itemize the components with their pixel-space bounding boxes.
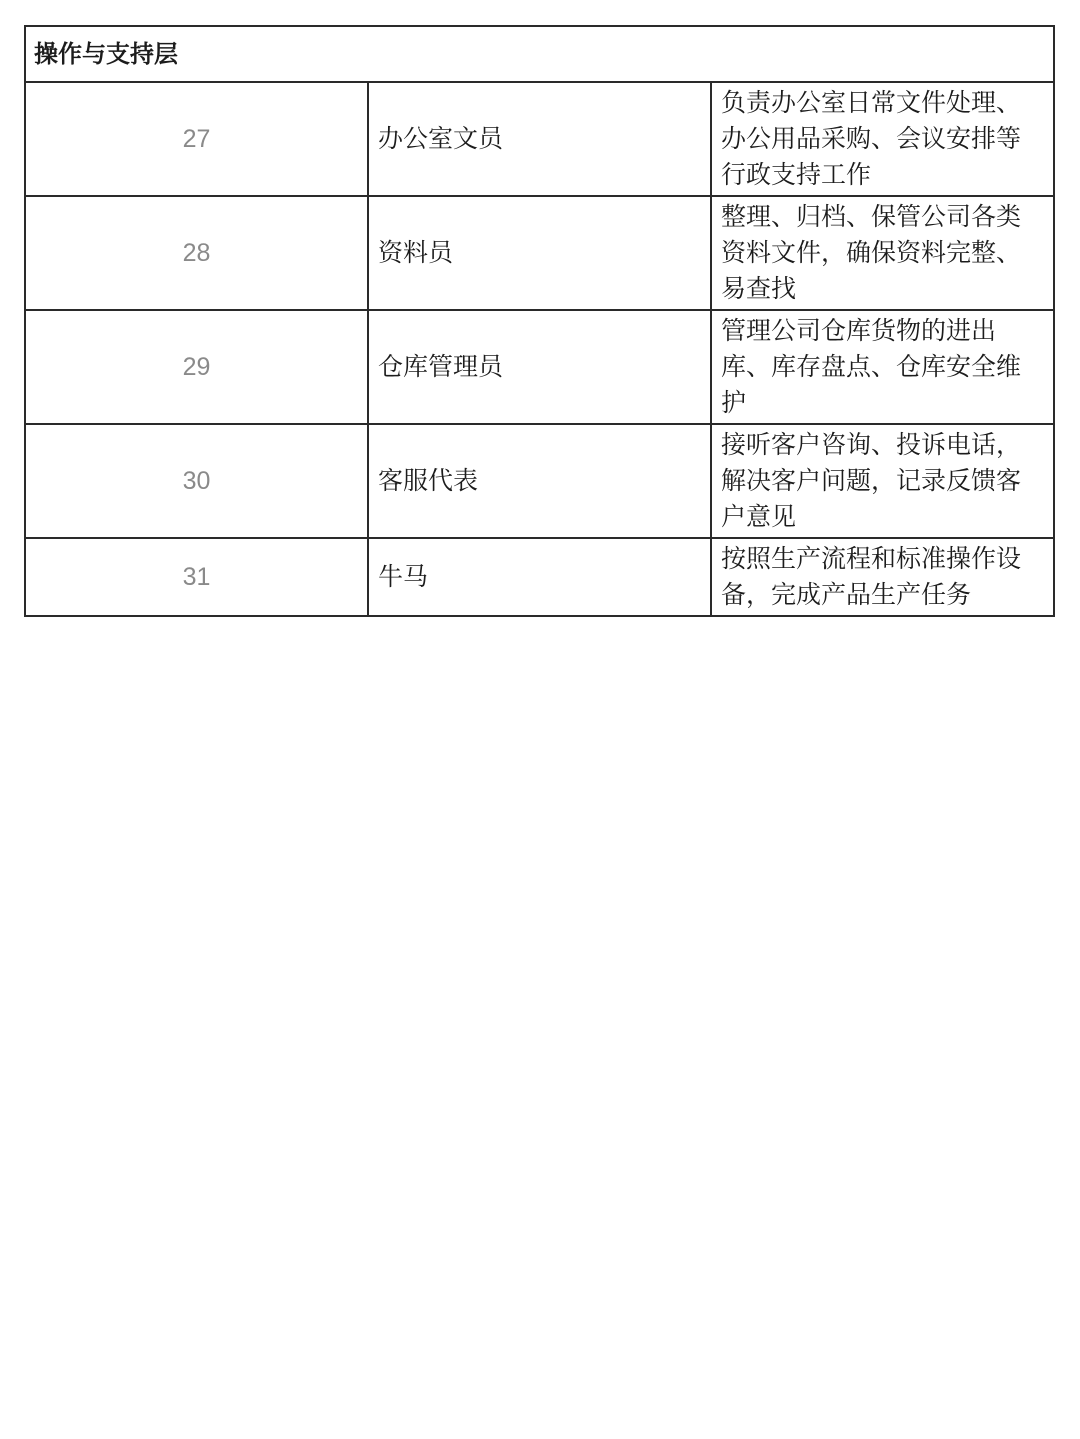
- job-table-container: [24, 25, 1055, 617]
- table-row: [25, 424, 1054, 538]
- row-number: 30: [25, 424, 368, 538]
- section-title: 操作与支持层: [25, 26, 1054, 82]
- row-number: 29: [25, 310, 368, 424]
- table-row: [25, 196, 1054, 310]
- table-row: [25, 310, 1054, 424]
- job-title: 资料员: [368, 196, 711, 310]
- table-row: [25, 82, 1054, 196]
- job-description: 接听客户咨询、投诉电话，解决客户问题，记录反馈客户意见: [711, 424, 1054, 538]
- job-table: [24, 25, 1055, 617]
- table-row: [25, 538, 1054, 616]
- row-number: 27: [25, 82, 368, 196]
- job-title: 办公室文员: [368, 82, 711, 196]
- job-description: 管理公司仓库货物的进出库、库存盘点、仓库安全维护: [711, 310, 1054, 424]
- job-description: 负责办公室日常文件处理、办公用品采购、会议安排等行政支持工作: [711, 82, 1054, 196]
- job-title: 客服代表: [368, 424, 711, 538]
- row-number: 31: [25, 538, 368, 616]
- job-title: 仓库管理员: [368, 310, 711, 424]
- job-description: 整理、归档、保管公司各类资料文件，确保资料完整、易查找: [711, 196, 1054, 310]
- job-description: 按照生产流程和标准操作设备，完成产品生产任务: [711, 538, 1054, 616]
- section-header-row: [25, 26, 1054, 82]
- job-title: 牛马: [368, 538, 711, 616]
- row-number: 28: [25, 196, 368, 310]
